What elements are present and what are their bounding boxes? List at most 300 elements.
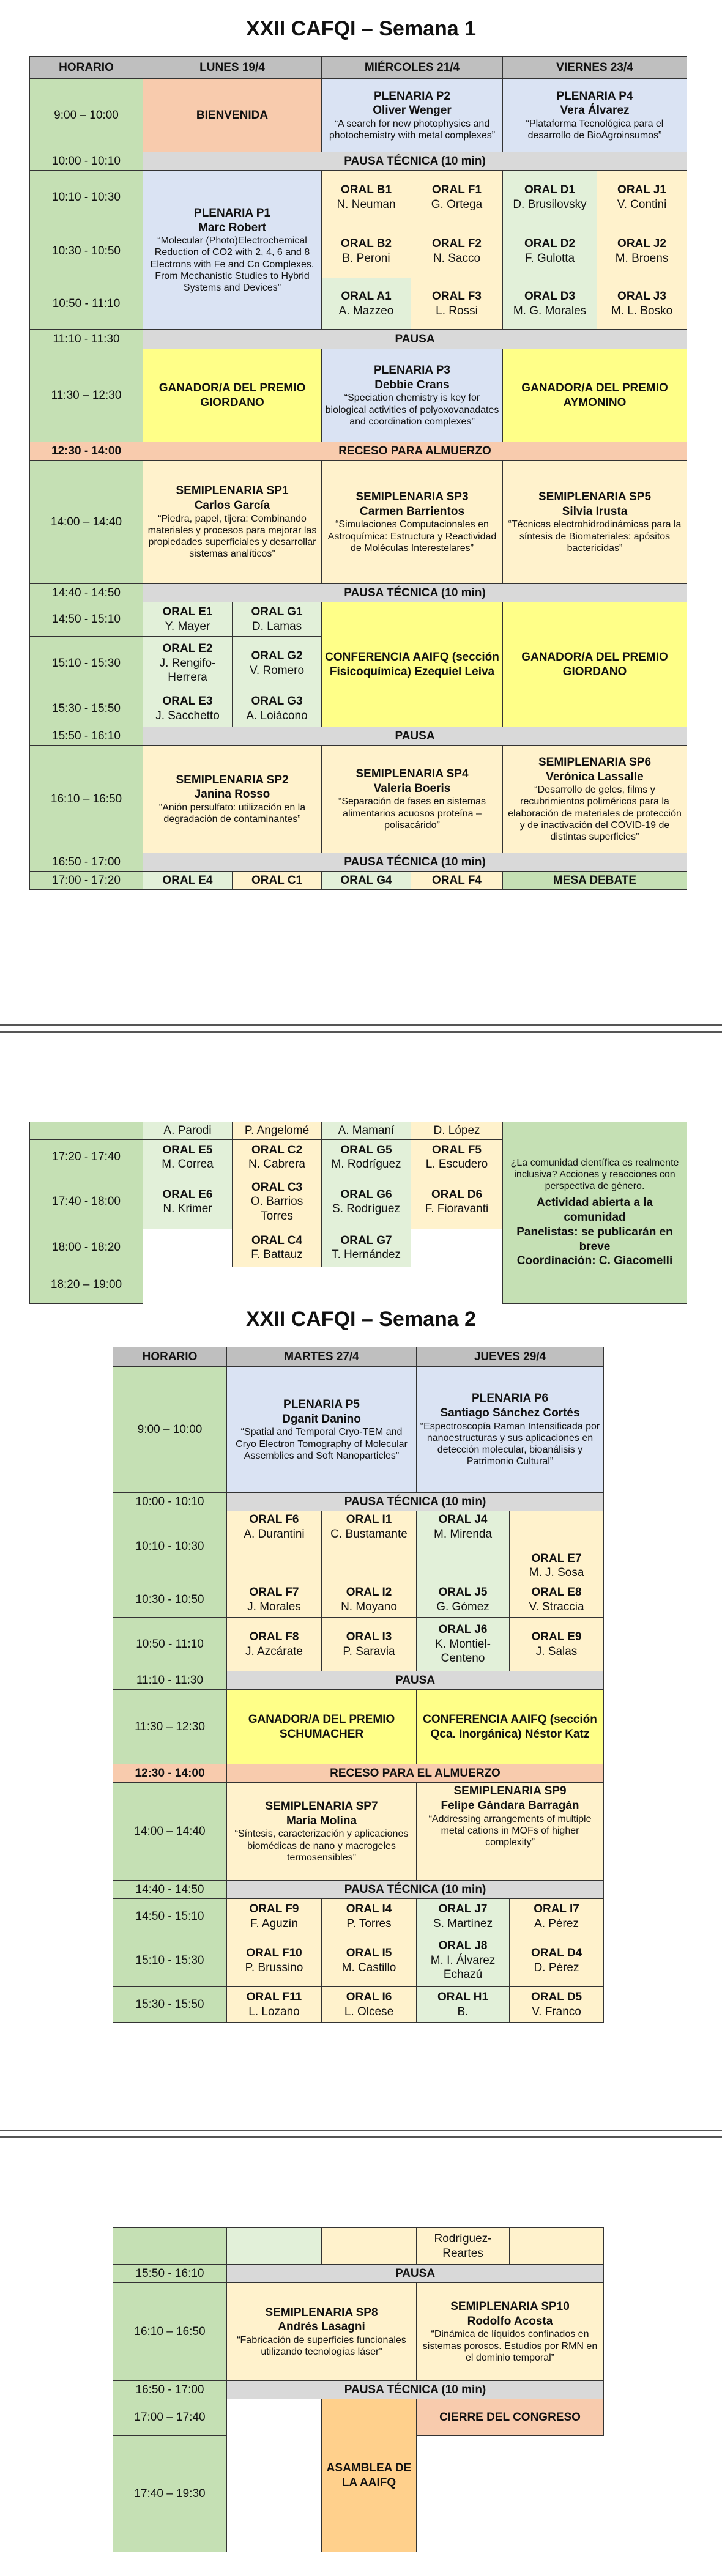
- oral-speaker: L. Escudero: [425, 1158, 488, 1171]
- time-cell: 18:00 - 18:20: [30, 1229, 143, 1267]
- oral-cell: P. Angelomé: [233, 1122, 322, 1140]
- time-cell: 16:10 – 16:50: [30, 746, 143, 853]
- oral-cell: [510, 1899, 604, 1934]
- oral-cell: [322, 1582, 417, 1618]
- conferencia-fisicoquimica-cell: CONFERENCIA AAIFQ (sección Fisicoquímica) Ezequiel Leiva: [322, 602, 503, 727]
- oral-cell: [322, 1899, 417, 1934]
- oral-code: ORAL G3: [251, 694, 303, 708]
- session-label: SEMIPLENARIA SP7: [265, 1799, 378, 1813]
- oral-cell: [233, 1139, 322, 1175]
- oral-speaker: M. I. Álvarez Echazú: [430, 1953, 496, 1982]
- week2-schedule-table: [113, 1347, 604, 2023]
- empty-cell: [227, 2399, 322, 2436]
- oral-code: ORAL F10: [246, 1946, 302, 1960]
- header-lunes: LUNES 19/4: [143, 57, 322, 79]
- oral-code: ORAL F9: [249, 1902, 299, 1915]
- oral-cell: A. Parodi: [143, 1122, 233, 1140]
- oral-speaker: O. Barrios Torres: [250, 1195, 303, 1223]
- semiplenaria-sp5-cell: [503, 461, 687, 584]
- session-label: SEMIPLENARIA SP9: [453, 1785, 567, 1797]
- oral-cell: [510, 1934, 604, 1987]
- plenaria-p4-cell: [503, 79, 687, 152]
- oral-cell: [233, 1229, 322, 1267]
- oral-code: ORAL A1: [341, 289, 392, 303]
- empty-cell: [411, 1229, 503, 1267]
- session-label: PLENARIA P3: [374, 363, 450, 377]
- oral-speaker: V. Romero: [249, 664, 305, 677]
- talk-title: “Spatial and Temporal Cryo-TEM and Cryo Electron Tomography of Molecular Assemblies and Soft Nanoparticles”: [236, 1427, 408, 1461]
- pausa-tecnica-row: PAUSA TÉCNICA (10 min): [227, 2381, 604, 2399]
- cierre-congreso-cell: CIERRE DEL CONGRESO: [417, 2399, 604, 2436]
- oral-cell: [233, 1175, 322, 1229]
- talk-title: “Síntesis, caracterización y aplicaciones biomédicas de nano y macrogeles termosensibles”: [234, 1829, 409, 1863]
- oral-cell: [510, 1582, 604, 1618]
- oral-cell: [510, 1511, 604, 1582]
- talk-title: “Piedra, papel, tijera: Combinando materiales y procesos para mejorar las propiedades superficiales y desarrollar sistemas analíticos”: [147, 513, 317, 560]
- receso-row: RECESO PARA EL ALMUERZO: [227, 1764, 604, 1783]
- oral-code: ORAL F2: [432, 237, 482, 250]
- oral-code: ORAL D6: [431, 1188, 483, 1201]
- time-cell: 10:30 - 10:50: [113, 1582, 227, 1618]
- oral-code: ORAL G2: [251, 649, 303, 662]
- oral-speaker: S. Rodríguez: [332, 1202, 400, 1216]
- pausa-row: PAUSA: [143, 727, 687, 746]
- oral-code: ORAL G6: [340, 1188, 392, 1201]
- oral-speaker: J. Azcárate: [245, 1645, 303, 1658]
- page-separator: [0, 2130, 722, 2131]
- oral-speaker: C. Bustamante: [330, 1527, 408, 1541]
- mesa-panelists: Panelistas: se publicarán en breve: [516, 1225, 673, 1253]
- time-cell-continued: [113, 2228, 227, 2265]
- mesa-debate-detail-cell: [503, 1122, 687, 1304]
- session-label: PLENARIA P1: [194, 206, 270, 220]
- oral-code: ORAL C4: [251, 1234, 303, 1247]
- speaker-name: Debbie Crans: [374, 378, 450, 391]
- talk-title: “Simulaciones Computacionales en Astroquímica: Estructura y Reactividad de Moléculas Interestelares”: [327, 519, 497, 553]
- oral-speaker: A. Durantini: [244, 1527, 305, 1541]
- session-label: SEMIPLENARIA SP8: [265, 2306, 378, 2319]
- oral-speaker: M. G. Morales: [513, 304, 587, 317]
- time-cell: 15:10 - 15:30: [113, 1934, 227, 1987]
- oral-code: ORAL J4: [438, 1513, 488, 1526]
- time-cell: 10:10 - 10:30: [113, 1511, 227, 1582]
- speaker-name: Marc Robert: [198, 221, 266, 234]
- speaker-name: Dganit Danino: [282, 1412, 361, 1426]
- premio-schumacher-cell: GANADOR/A DEL PREMIO SCHUMACHER: [227, 1690, 417, 1764]
- oral-code: ORAL E2: [162, 642, 213, 655]
- talk-title: “Dinámica de líquidos confinados en sistemas porosos. Estudios por RMN en el dominio temporal”: [422, 2329, 598, 2363]
- oral-cell: [227, 1582, 322, 1618]
- semiplenaria-sp1-cell: [143, 461, 322, 584]
- receso-row: RECESO PARA ALMUERZO: [143, 442, 687, 461]
- time-cell: 15:30 - 15:50: [113, 1987, 227, 2023]
- talk-title: “Plataforma Tecnológica para el desarrollo de BioAgroinsumos”: [526, 119, 664, 141]
- oral-code: ORAL E7: [531, 1552, 582, 1565]
- talk-title: “Espectroscopía Raman Intensificada por nanoestructuras y sus aplicaciones en detección molecular, bioanálisis y Patrimonio Cultural”: [420, 1421, 600, 1467]
- week1-schedule-table: [29, 56, 687, 890]
- oral-speaker: A. Pérez: [534, 1917, 579, 1930]
- time-cell: 18:20 – 19:00: [30, 1267, 143, 1303]
- oral-cell: [233, 690, 322, 727]
- time-cell: 10:50 - 11:10: [30, 278, 143, 330]
- time-cell: 16:10 – 16:50: [113, 2283, 227, 2381]
- oral-speaker: M. Broens: [615, 251, 669, 265]
- mesa-activity: Actividad abierta a la comunidad: [536, 1196, 653, 1224]
- oral-code: ORAL E6: [162, 1188, 213, 1201]
- plenaria-p3-cell: [322, 349, 503, 442]
- oral-cell: [322, 1934, 417, 1987]
- oral-cell: [322, 1618, 417, 1671]
- pausa-tecnica-row: PAUSA TÉCNICA (10 min): [143, 152, 687, 171]
- oral-code: ORAL G7: [340, 1234, 392, 1247]
- plenaria-p6-cell: [417, 1367, 604, 1493]
- oral-cell: [233, 602, 322, 637]
- oral-code: ORAL J3: [617, 289, 666, 303]
- header-miercoles: MIÉRCOLES 21/4: [322, 57, 503, 79]
- time-cell: 10:00 - 10:10: [113, 1493, 227, 1511]
- oral-cell: [322, 1987, 417, 2023]
- oral-speaker: F. Gulotta: [524, 251, 575, 265]
- time-cell: 17:40 - 18:00: [30, 1175, 143, 1229]
- oral-code: ORAL E9: [531, 1630, 582, 1643]
- oral-speaker: L. Olcese: [344, 2005, 394, 2018]
- speaker-name: Silvia Irusta: [562, 505, 628, 518]
- oral-cell: Rodríguez-Reartes: [417, 2228, 510, 2265]
- oral-code: ORAL G1: [251, 605, 303, 618]
- header-martes: MARTES 27/4: [227, 1347, 417, 1367]
- pausa-row: PAUSA: [227, 2265, 604, 2283]
- oral-cell: [597, 171, 687, 224]
- oral-cell: [411, 1139, 503, 1175]
- oral-code: ORAL B2: [340, 237, 392, 250]
- time-cell: 17:00 – 17:40: [113, 2399, 227, 2436]
- time-cell: 12:30 - 14:00: [30, 442, 143, 461]
- oral-cell: [503, 224, 597, 278]
- session-label: SEMIPLENARIA SP1: [176, 484, 289, 498]
- pausa-row: PAUSA: [143, 330, 687, 349]
- oral-code: ORAL F3: [432, 289, 482, 303]
- oral-cell: [503, 278, 597, 330]
- oral-cell: [597, 278, 687, 330]
- time-cell: 9:00 – 10:00: [30, 79, 143, 152]
- oral-code: ORAL C2: [251, 1143, 303, 1157]
- oral-speaker: M. Rodríguez: [331, 1158, 401, 1171]
- oral-speaker: D. Brusilovsky: [513, 198, 587, 211]
- oral-code: ORAL I2: [346, 1585, 392, 1599]
- oral-speaker: M. Castillo: [341, 1961, 396, 1974]
- oral-code: ORAL J6: [438, 1623, 488, 1636]
- oral-speaker: J. Rengifo-Herrera: [159, 656, 216, 684]
- empty-cell: [417, 2436, 604, 2552]
- week2-continuation-table: [113, 2227, 604, 2552]
- speaker-name: Vera Álvarez: [560, 104, 630, 117]
- semiplenaria-sp7-cell: [227, 1783, 417, 1881]
- time-cell: 14:40 - 14:50: [113, 1881, 227, 1899]
- time-cell: 16:50 - 17:00: [30, 853, 143, 872]
- week1-title: XXII CAFQI – Semana 1: [245, 17, 477, 40]
- oral-cell: [597, 224, 687, 278]
- oral-cell: [227, 1899, 322, 1934]
- oral-code: ORAL I6: [346, 1990, 392, 2004]
- oral-cell: [322, 1175, 411, 1229]
- oral-cell: ORAL E4: [143, 872, 233, 890]
- time-cell: 16:50 - 17:00: [113, 2381, 227, 2399]
- oral-cell: [143, 1175, 233, 1229]
- time-cell: 17:20 - 17:40: [30, 1139, 143, 1175]
- session-label: PLENARIA P4: [556, 89, 633, 103]
- oral-code: ORAL J2: [617, 237, 666, 250]
- header-jueves: JUEVES 29/4: [417, 1347, 604, 1367]
- oral-code: ORAL D3: [524, 289, 576, 303]
- oral-speaker: N. Cabrera: [248, 1158, 305, 1171]
- oral-code: ORAL F1: [432, 183, 482, 196]
- oral-cell: [322, 1139, 411, 1175]
- premio-aymonino-cell: GANADOR/A DEL PREMIO AYMONINO: [503, 349, 687, 442]
- time-cell-continued: [30, 1122, 143, 1140]
- oral-cell: [227, 1934, 322, 1987]
- oral-cell: [322, 224, 411, 278]
- oral-speaker: V. Franco: [532, 2005, 581, 2018]
- oral-cell: [143, 1139, 233, 1175]
- oral-code: ORAL E3: [162, 694, 213, 708]
- pausa-tecnica-row: PAUSA TÉCNICA (10 min): [227, 1881, 604, 1899]
- oral-speaker: N. Sacco: [433, 251, 481, 265]
- pausa-row: PAUSA: [227, 1671, 604, 1690]
- session-label: PLENARIA P6: [472, 1392, 548, 1405]
- time-cell: 15:50 - 16:10: [113, 2265, 227, 2283]
- speaker-name: Valeria Boeris: [373, 782, 451, 795]
- oral-cell: [417, 1618, 510, 1671]
- mesa-coordination: Coordinación: C. Giacomelli: [516, 1254, 673, 1268]
- oral-cell: [411, 224, 503, 278]
- plenaria-p1-cell: [143, 171, 322, 330]
- oral-cell: ORAL C1: [233, 872, 322, 890]
- oral-speaker: M. L. Bosko: [611, 304, 673, 317]
- oral-speaker: A. Mazzeo: [338, 304, 394, 317]
- page-separator: [0, 1031, 722, 1033]
- time-cell: 17:40 – 19:30: [113, 2436, 227, 2552]
- oral-speaker: F. Battauz: [251, 1248, 303, 1262]
- time-cell: 10:30 - 10:50: [30, 224, 143, 278]
- oral-cell: [417, 1511, 510, 1582]
- talk-title: “Speciation chemistry is key for biological activities of polyoxovanadates and coordination complexes”: [325, 393, 499, 427]
- pausa-tecnica-row: PAUSA TÉCNICA (10 min): [143, 853, 687, 872]
- time-cell: 14:00 – 14:40: [30, 461, 143, 584]
- time-cell: 17:00 - 17:20: [30, 872, 143, 890]
- oral-cell: [510, 1987, 604, 2023]
- empty-cell: [510, 2228, 604, 2265]
- plenaria-p5-cell: [227, 1367, 417, 1493]
- oral-cell: A. Mamaní: [322, 1122, 411, 1140]
- oral-code: ORAL J7: [438, 1902, 488, 1915]
- talk-title: “Desarrollo de geles, films y recubrimientos poliméricos para la elaboración de materiales de protección y de inactivación del COVID-19 de distintas superficies”: [508, 785, 682, 843]
- oral-code: ORAL J8: [438, 1939, 488, 1952]
- talk-title: “Técnicas electrohidrodinámicas para la síntesis de Biomateriales: apósitos bactericidas”: [508, 519, 682, 553]
- semiplenaria-sp6-cell: [503, 746, 687, 853]
- oral-cell: [227, 1618, 322, 1671]
- oral-speaker: T. Hernández: [331, 1248, 401, 1262]
- oral-speaker: G. Ortega: [431, 198, 483, 211]
- oral-code: ORAL D2: [524, 237, 576, 250]
- speaker-name: Oliver Wenger: [373, 104, 452, 117]
- oral-code: ORAL E8: [531, 1585, 582, 1599]
- oral-code: ORAL F6: [249, 1513, 299, 1526]
- oral-speaker: V. Contini: [617, 198, 667, 211]
- time-cell: 15:50 - 16:10: [30, 727, 143, 746]
- header-horario: HORARIO: [30, 57, 143, 79]
- time-cell: 15:10 - 15:30: [30, 637, 143, 690]
- oral-speaker: L. Lozano: [248, 2005, 300, 2018]
- oral-speaker: P. Torres: [346, 1917, 392, 1930]
- time-cell: 11:10 - 11:30: [30, 330, 143, 349]
- time-cell: 11:10 - 11:30: [113, 1671, 227, 1690]
- oral-cell: [322, 171, 411, 224]
- oral-cell: [143, 637, 233, 690]
- time-cell: 10:50 - 11:10: [113, 1618, 227, 1671]
- oral-cell: [411, 278, 503, 330]
- session-label: SEMIPLENARIA SP5: [538, 490, 652, 503]
- speaker-name: Carlos García: [194, 499, 270, 513]
- oral-code: ORAL I7: [534, 1902, 579, 1915]
- week2-title: XXII CAFQI – Semana 2: [245, 1308, 477, 1331]
- semiplenaria-sp9-cell: [417, 1783, 604, 1881]
- speaker-name: Felipe Gándara Barragán: [441, 1799, 579, 1812]
- speaker-name: Janina Rosso: [194, 788, 270, 801]
- oral-speaker: N. Krimer: [163, 1202, 212, 1216]
- oral-speaker: J. Salas: [535, 1645, 578, 1658]
- speaker-name: Santiago Sánchez Cortés: [440, 1407, 580, 1420]
- session-label: PLENARIA P2: [374, 89, 450, 103]
- oral-code: ORAL E5: [162, 1143, 213, 1157]
- empty-cell: [322, 2228, 417, 2265]
- empty-cell: [227, 2436, 322, 2552]
- oral-cell: [411, 1175, 503, 1229]
- oral-code: ORAL I3: [346, 1630, 392, 1643]
- time-cell: 14:00 – 14:40: [113, 1783, 227, 1881]
- semiplenaria-sp10-cell: [417, 2283, 604, 2381]
- talk-title: “Separación de fases en sistemas alimentarios acuosos proteína –polisacárido”: [338, 796, 486, 831]
- session-label: SEMIPLENARIA SP3: [355, 490, 469, 503]
- oral-speaker: M. Correa: [162, 1158, 214, 1171]
- empty-cell: [322, 1267, 411, 1303]
- week1-continuation-table: [29, 1122, 687, 1304]
- time-cell: 10:00 - 10:10: [30, 152, 143, 171]
- plenaria-p2-cell: [322, 79, 503, 152]
- semiplenaria-sp4-cell: [322, 746, 503, 853]
- oral-code: ORAL F11: [246, 1990, 302, 2004]
- oral-cell: [411, 171, 503, 224]
- oral-code: ORAL G5: [340, 1143, 392, 1157]
- time-cell: 10:10 - 10:30: [30, 171, 143, 224]
- asamblea-cell: ASAMBLEA DE LA AAIFQ: [322, 2399, 417, 2552]
- time-cell: 14:40 - 14:50: [30, 584, 143, 602]
- page-separator: [0, 2136, 722, 2138]
- oral-speaker: B. Peroni: [342, 251, 390, 265]
- oral-code: ORAL F7: [249, 1585, 299, 1599]
- oral-code: ORAL F5: [432, 1143, 482, 1157]
- oral-cell: [510, 1618, 604, 1671]
- talk-title: “Fabricación de superficies funcionales utilizando tecnologías láser”: [237, 2335, 406, 2358]
- oral-cell: [417, 1582, 510, 1618]
- oral-code: ORAL B1: [340, 183, 392, 196]
- oral-cell: D. López: [411, 1122, 503, 1140]
- oral-speaker: F. Fioravanti: [425, 1202, 489, 1216]
- oral-code: ORAL E1: [162, 605, 213, 618]
- oral-speaker: N. Moyano: [341, 1600, 397, 1613]
- oral-cell: [322, 1511, 417, 1582]
- premio-giordano-2-cell: GANADOR/A DEL PREMIO GIORDANO: [503, 602, 687, 727]
- oral-speaker: S. Martínez: [433, 1917, 493, 1930]
- pausa-tecnica-row: PAUSA TÉCNICA (10 min): [227, 1493, 604, 1511]
- oral-code: ORAL I5: [346, 1946, 392, 1960]
- empty-cell: [143, 1229, 233, 1267]
- speaker-name: Verónica Lassalle: [546, 770, 644, 783]
- time-cell: 9:00 – 10:00: [113, 1367, 227, 1493]
- oral-speaker: L. Rossi: [436, 304, 478, 317]
- oral-code: ORAL D5: [530, 1990, 582, 2004]
- header-viernes: VIERNES 23/4: [503, 57, 687, 79]
- empty-cell: [143, 1267, 233, 1303]
- oral-code: ORAL J1: [617, 183, 666, 196]
- oral-speaker: G. Gómez: [436, 1600, 489, 1613]
- empty-cell: [227, 2228, 322, 2265]
- oral-speaker: P. Saravia: [343, 1645, 395, 1658]
- oral-cell: ORAL G4: [322, 872, 411, 890]
- time-cell: 11:30 – 12:30: [30, 349, 143, 442]
- oral-code: ORAL C3: [251, 1180, 303, 1194]
- time-cell: 12:30 - 14:00: [113, 1764, 227, 1783]
- speaker-name: María Molina: [286, 1814, 357, 1827]
- oral-cell: [227, 1511, 322, 1582]
- premio-giordano-cell: GANADOR/A DEL PREMIO GIORDANO: [143, 349, 322, 442]
- page-separator: [0, 1024, 722, 1026]
- conferencia-inorganica-cell: CONFERENCIA AAIFQ (sección Qca. Inorgánica) Néstor Katz: [417, 1690, 604, 1764]
- session-label: SEMIPLENARIA SP10: [450, 2300, 570, 2313]
- speaker-name: Andrés Lasagni: [278, 2320, 365, 2334]
- talk-title: “A search for new photophysics and photochemistry with metal complexes”: [329, 119, 496, 141]
- oral-code: ORAL J5: [438, 1585, 488, 1599]
- oral-code: ORAL H1: [437, 1990, 489, 2004]
- oral-speaker: M. Mirenda: [434, 1527, 493, 1541]
- oral-speaker: N. Neuman: [337, 198, 396, 211]
- speaker-name: Carmen Barrientos: [359, 505, 465, 518]
- oral-speaker: J. Sacchetto: [155, 709, 220, 722]
- header-horario: HORARIO: [113, 1347, 227, 1367]
- session-label: SEMIPLENARIA SP2: [176, 773, 289, 786]
- oral-speaker: M. J. Sosa: [529, 1566, 584, 1580]
- mesa-debate-cell: MESA DEBATE: [503, 872, 687, 890]
- oral-cell: [322, 278, 411, 330]
- pausa-tecnica-row: PAUSA TÉCNICA (10 min): [143, 584, 687, 602]
- semiplenaria-sp8-cell: [227, 2283, 417, 2381]
- semiplenaria-sp3-cell: [322, 461, 503, 584]
- bienvenida-cell: BIENVENIDA: [143, 79, 322, 152]
- speaker-name: Rodolfo Acosta: [467, 2314, 553, 2328]
- oral-code: ORAL I1: [346, 1513, 392, 1526]
- oral-cell: [503, 171, 597, 224]
- oral-cell: [417, 1899, 510, 1934]
- session-label: PLENARIA P5: [283, 1397, 360, 1411]
- oral-code: ORAL I4: [346, 1902, 392, 1915]
- oral-speaker: D. Lamas: [251, 620, 302, 633]
- talk-title: “Addressing arrangements of multiple metal cations in MOFs of higher complexity”: [428, 1813, 592, 1848]
- oral-code: ORAL F8: [249, 1630, 299, 1643]
- oral-cell: ORAL F4: [411, 872, 503, 890]
- oral-cell: [227, 1987, 322, 2023]
- oral-speaker: P. Brussino: [245, 1961, 303, 1974]
- talk-title: “Anión persulfato: utilización en la degradación de contaminantes”: [158, 802, 306, 825]
- oral-speaker: B.: [457, 2005, 469, 2018]
